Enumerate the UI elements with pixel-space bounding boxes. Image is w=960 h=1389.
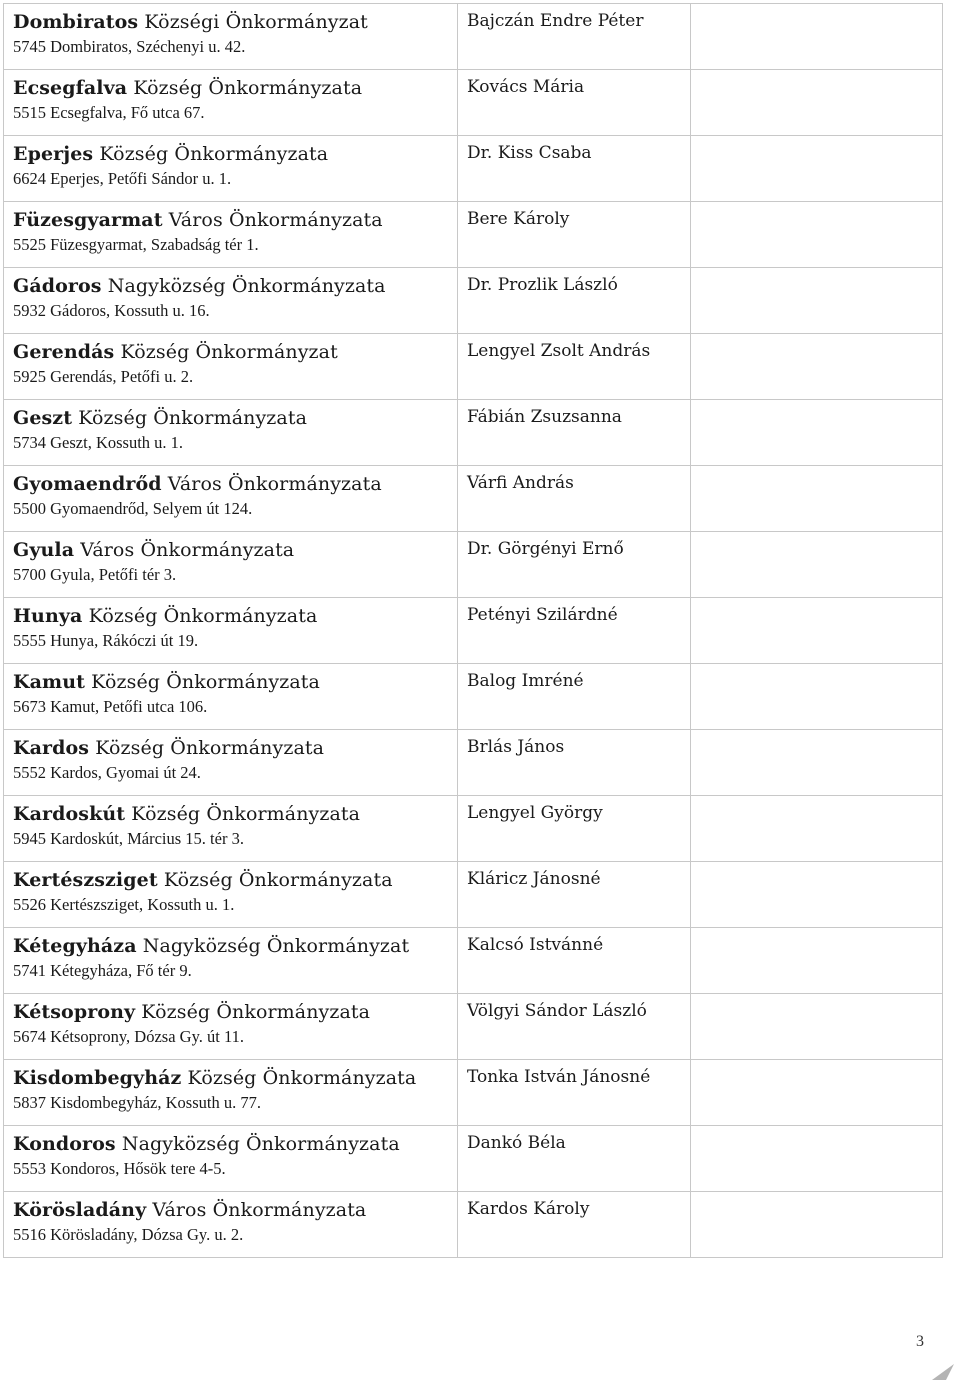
contact-person: Tonka István Jánosné: [467, 1067, 651, 1087]
contact-person: Kardos Károly: [467, 1199, 590, 1219]
contact-person: Dr. Görgényi Ernő: [467, 539, 624, 559]
empty-note-cell: [691, 70, 943, 136]
municipality-title: [13, 1066, 457, 1090]
contact-person: Bere Károly: [467, 209, 570, 229]
municipality-address: 5700 Gyula, Petőfi tér 3.: [13, 565, 177, 584]
municipality-name: Kardos: [13, 737, 90, 759]
municipality-cell: [4, 4, 458, 70]
contact-person-cell: [458, 862, 691, 928]
empty-note-cell: [691, 334, 943, 400]
contact-person-cell: [458, 202, 691, 268]
table-row: [4, 928, 943, 994]
municipality-type: Község Önkormányzata: [78, 407, 308, 429]
municipality-name: Ecsegfalva: [13, 77, 128, 99]
municipality-title: [13, 76, 457, 100]
contact-person-cell: [458, 532, 691, 598]
contact-person: Lengyel Zsolt András: [467, 341, 651, 361]
contact-person: Lengyel György: [467, 803, 603, 823]
municipality-address: 5741 Kétegyháza, Fő tér 9.: [13, 961, 192, 980]
municipality-address: 5925 Gerendás, Petőfi u. 2.: [13, 367, 194, 386]
contact-person-cell: [458, 994, 691, 1060]
table-row: [4, 202, 943, 268]
empty-note-cell: [691, 796, 943, 862]
contact-person-cell: [458, 400, 691, 466]
contact-person-cell: [458, 928, 691, 994]
municipality-name: Füzesgyarmat: [13, 209, 163, 231]
contact-person: Várfi András: [467, 473, 574, 493]
municipality-address: 5837 Kisdombegyház, Kossuth u. 77.: [13, 1093, 261, 1112]
table-row: [4, 862, 943, 928]
municipality-address: 5734 Geszt, Kossuth u. 1.: [13, 433, 184, 452]
contact-person-cell: [458, 598, 691, 664]
municipality-name: Kertészsziget: [13, 869, 158, 891]
empty-note-cell: [691, 136, 943, 202]
municipality-type: Város Önkormányzata: [80, 539, 295, 561]
municipality-name: Gerendás: [13, 341, 115, 363]
municipality-table: [3, 3, 943, 1258]
municipality-address: 5932 Gádoros, Kossuth u. 16.: [13, 301, 210, 320]
municipality-title: [13, 934, 457, 958]
municipality-type: Város Önkormányzata: [152, 1199, 367, 1221]
municipality-name: Kétsoprony: [13, 1001, 136, 1023]
contact-person: Kláricz Jánosné: [467, 869, 601, 889]
contact-person-cell: [458, 796, 691, 862]
table-row: [4, 268, 943, 334]
municipality-address: 5945 Kardoskút, Március 15. tér 3.: [13, 829, 244, 848]
municipality-type: Község Önkormányzata: [88, 605, 318, 627]
contact-person: Dankó Béla: [467, 1133, 566, 1153]
municipality-address: 5500 Gyomaendrőd, Selyem út 124.: [13, 499, 253, 518]
municipality-title: [13, 142, 457, 166]
municipality-type: Nagyközség Önkormányzata: [107, 275, 386, 297]
contact-person-cell: [458, 136, 691, 202]
table-row: [4, 1126, 943, 1192]
empty-note-cell: [691, 1126, 943, 1192]
municipality-type: Község Önkormányzata: [131, 803, 361, 825]
municipality-table-body: [4, 4, 943, 1258]
municipality-title: [13, 472, 457, 496]
empty-note-cell: [691, 862, 943, 928]
empty-note-cell: [691, 1192, 943, 1258]
contact-person-cell: [458, 268, 691, 334]
municipality-type: Község Önkormányzata: [95, 737, 325, 759]
municipality-cell: [4, 928, 458, 994]
municipality-type: Községi Önkormányzat: [144, 11, 368, 33]
municipality-address: 6624 Eperjes, Petőfi Sándor u. 1.: [13, 169, 232, 188]
municipality-address: 5745 Dombiratos, Széchenyi u. 42.: [13, 37, 246, 56]
municipality-name: Körösladány: [13, 1199, 147, 1221]
municipality-title: [13, 868, 457, 892]
contact-person: Dr. Prozlik László: [467, 275, 618, 295]
municipality-name: Kisdombegyház: [13, 1067, 182, 1089]
municipality-cell: [4, 532, 458, 598]
empty-note-cell: [691, 400, 943, 466]
empty-note-cell: [691, 664, 943, 730]
municipality-type: Község Önkormányzat: [120, 341, 338, 363]
municipality-name: Gyula: [13, 539, 75, 561]
municipality-title: [13, 802, 457, 826]
table-row: [4, 4, 943, 70]
table-row: [4, 136, 943, 202]
municipality-address: 5674 Kétsoprony, Dózsa Gy. út 11.: [13, 1027, 244, 1046]
empty-note-cell: [691, 598, 943, 664]
table-row: [4, 334, 943, 400]
municipality-cell: [4, 136, 458, 202]
municipality-cell: [4, 334, 458, 400]
municipality-title: [13, 10, 457, 34]
contact-person: Kovács Mária: [467, 77, 585, 97]
table-row: [4, 664, 943, 730]
municipality-type: Község Önkormányzata: [141, 1001, 371, 1023]
table-row: [4, 730, 943, 796]
municipality-cell: [4, 664, 458, 730]
municipality-title: [13, 736, 457, 760]
table-row: [4, 796, 943, 862]
contact-person: Brlás János: [467, 737, 565, 757]
contact-person-cell: [458, 1192, 691, 1258]
municipality-cell: [4, 1192, 458, 1258]
municipality-name: Dombiratos: [13, 11, 139, 33]
municipality-title: [13, 208, 457, 232]
municipality-cell: [4, 400, 458, 466]
municipality-cell: [4, 598, 458, 664]
municipality-name: Geszt: [13, 407, 73, 429]
municipality-title: [13, 274, 457, 298]
table-row: [4, 1060, 943, 1126]
municipality-cell: [4, 1060, 458, 1126]
municipality-address: 5555 Hunya, Rákóczi út 19.: [13, 631, 199, 650]
municipality-title: [13, 1198, 457, 1222]
empty-note-cell: [691, 994, 943, 1060]
contact-person-cell: [458, 1126, 691, 1192]
municipality-title: [13, 538, 457, 562]
municipality-cell: [4, 730, 458, 796]
municipality-address: 5516 Körösladány, Dózsa Gy. u. 2.: [13, 1225, 244, 1244]
empty-note-cell: [691, 202, 943, 268]
page-number: 3: [916, 1333, 924, 1350]
contact-person: Bajczán Endre Péter: [467, 11, 644, 31]
municipality-title: [13, 604, 457, 628]
municipality-type: Község Önkormányzata: [163, 869, 393, 891]
municipality-cell: [4, 202, 458, 268]
table-row: [4, 400, 943, 466]
municipality-type: Város Önkormányzata: [167, 473, 382, 495]
contact-person-cell: [458, 4, 691, 70]
municipality-title: [13, 406, 457, 430]
municipality-cell: [4, 994, 458, 1060]
empty-note-cell: [691, 928, 943, 994]
table-row: [4, 532, 943, 598]
contact-person-cell: [458, 70, 691, 136]
municipality-type: Nagyközség Önkormányzata: [121, 1133, 400, 1155]
municipality-name: Kétegyháza: [13, 935, 137, 957]
municipality-address: 5673 Kamut, Petőfi utca 106.: [13, 697, 208, 716]
municipality-name: Eperjes: [13, 143, 94, 165]
table-row: [4, 1192, 943, 1258]
contact-person-cell: [458, 466, 691, 532]
municipality-type: Nagyközség Önkormányzat: [142, 935, 410, 957]
contact-person: Fábián Zsuzsanna: [467, 407, 622, 427]
table-row: [4, 466, 943, 532]
municipality-title: [13, 1132, 457, 1156]
municipality-name: Hunya: [13, 605, 83, 627]
municipality-cell: [4, 268, 458, 334]
municipality-address: 5525 Füzesgyarmat, Szabadság tér 1.: [13, 235, 259, 254]
table-row: [4, 994, 943, 1060]
table-row: [4, 70, 943, 136]
contact-person-cell: [458, 730, 691, 796]
municipality-title: [13, 670, 457, 694]
municipality-address: 5515 Ecsegfalva, Fő utca 67.: [13, 103, 205, 122]
municipality-cell: [4, 796, 458, 862]
municipality-cell: [4, 862, 458, 928]
municipality-type: Község Önkormányzata: [133, 77, 363, 99]
contact-person: Balog Imréné: [467, 671, 584, 691]
municipality-type: Város Önkormányzata: [168, 209, 383, 231]
contact-person-cell: [458, 664, 691, 730]
table-row: [4, 598, 943, 664]
empty-note-cell: [691, 4, 943, 70]
contact-person: Kalcsó Istvánné: [467, 935, 604, 955]
municipality-type: Község Önkormányzata: [91, 671, 320, 693]
municipality-name: Kamut: [13, 671, 86, 693]
municipality-name: Gádoros: [13, 275, 102, 297]
contact-person: Petényi Szilárdné: [467, 605, 618, 625]
municipality-name: Gyomaendrőd: [13, 473, 162, 495]
contact-person-cell: [458, 1060, 691, 1126]
municipality-address: 5553 Kondoros, Hősök tere 4-5.: [13, 1159, 226, 1178]
municipality-cell: [4, 1126, 458, 1192]
municipality-title: [13, 340, 457, 364]
empty-note-cell: [691, 532, 943, 598]
empty-note-cell: [691, 730, 943, 796]
municipality-type: Község Önkormányzata: [99, 143, 329, 165]
municipality-address: 5552 Kardos, Gyomai út 24.: [13, 763, 201, 782]
municipality-type: Község Önkormányzata: [187, 1067, 417, 1089]
contact-person-cell: [458, 334, 691, 400]
empty-note-cell: [691, 466, 943, 532]
page-corner-arrow-icon: [930, 1360, 956, 1384]
contact-person: Völgyi Sándor László: [467, 1001, 647, 1021]
municipality-cell: [4, 70, 458, 136]
empty-note-cell: [691, 1060, 943, 1126]
municipality-title: [13, 1000, 457, 1024]
contact-person: Dr. Kiss Csaba: [467, 143, 592, 163]
municipality-cell: [4, 466, 458, 532]
municipality-name: Kondoros: [13, 1133, 116, 1155]
municipality-address: 5526 Kertészsziget, Kossuth u. 1.: [13, 895, 235, 914]
empty-note-cell: [691, 268, 943, 334]
municipality-name: Kardoskút: [13, 803, 126, 825]
